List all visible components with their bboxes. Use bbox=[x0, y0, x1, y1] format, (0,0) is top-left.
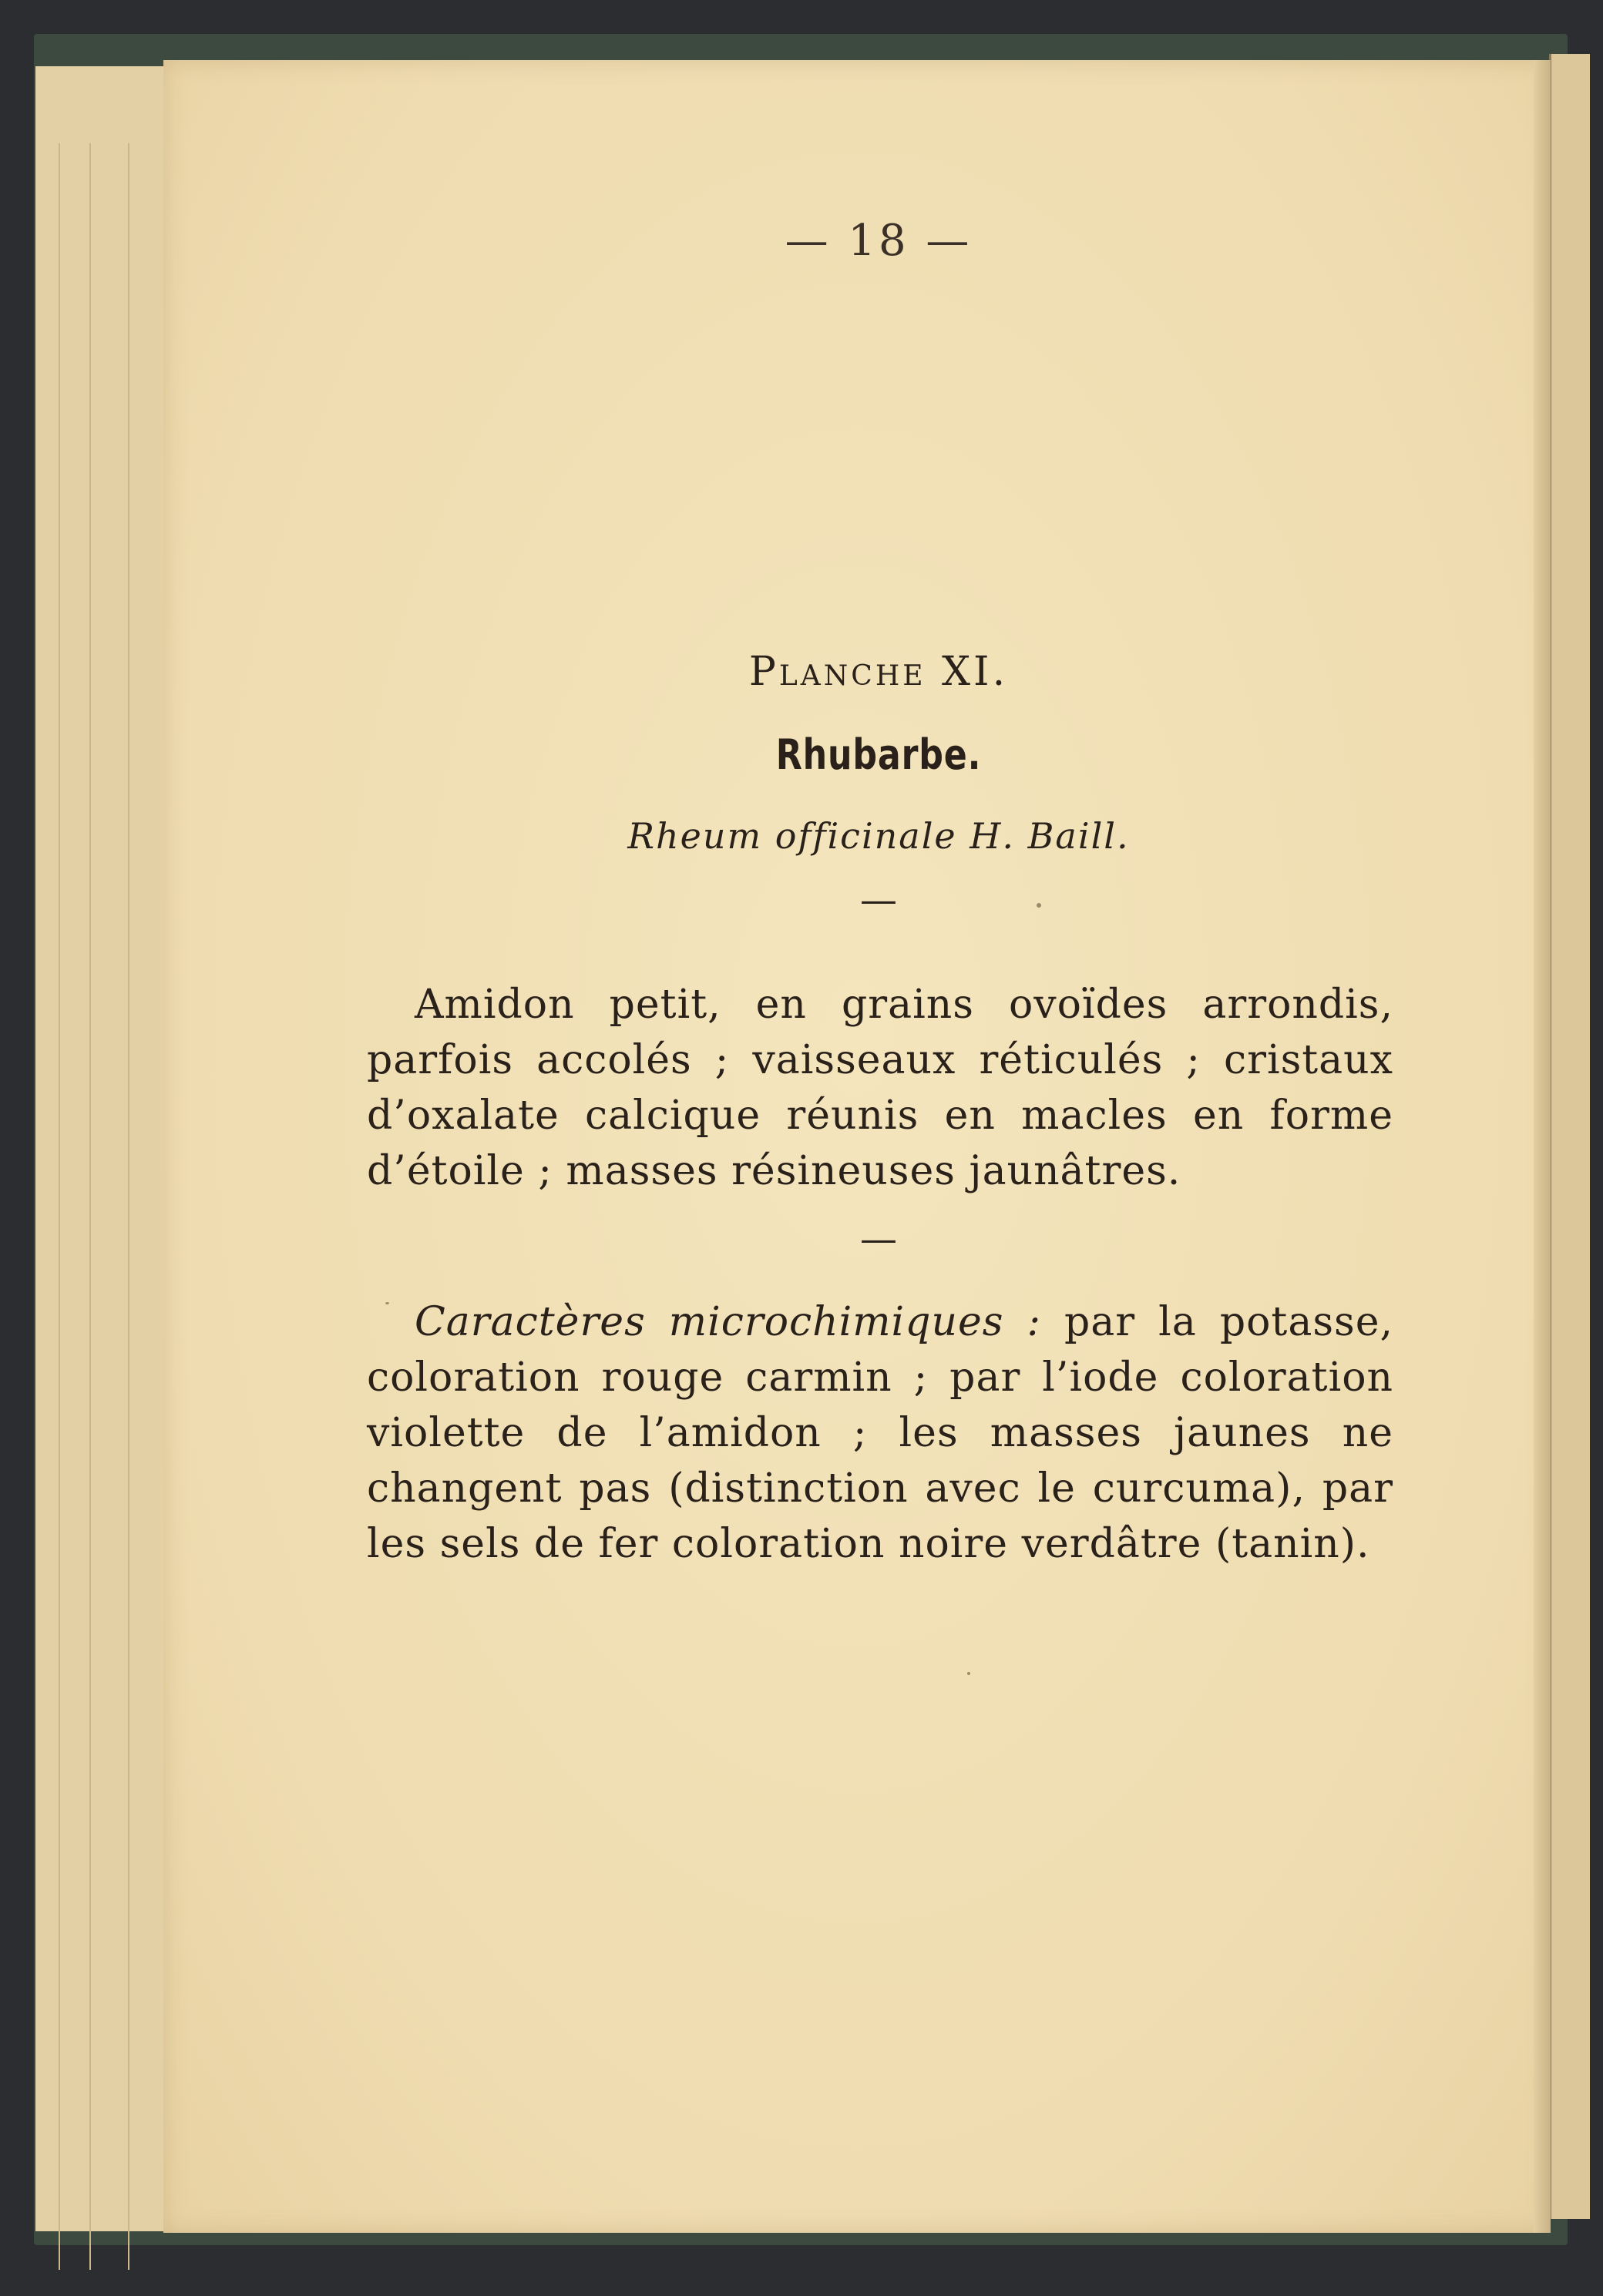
microchemical-label: Caractères microchimiques : bbox=[415, 1299, 1041, 1345]
paper-speck bbox=[1037, 903, 1041, 908]
right-page-stack bbox=[1549, 54, 1590, 2219]
page-title: Rhubarbe. bbox=[775, 730, 982, 779]
microchemical-text: par la potasse, coloration rouge carmin ; par l’iode coloration violette de l’amidon ; les masses jaunes ne changent pas (distinction avec le curcuma), par les sels de fer coloration noire verdâtre (tanin). bbox=[367, 1299, 1393, 1567]
description-paragraph: Amidon petit, en grains ovoïdes arrondis, parfois accolés ; vaisseaux réticulés ; cristaux d’oxalate calcique réunis en macles en forme d’étoile ; masses résineuses jaunâtres. bbox=[367, 982, 1393, 1194]
left-page-stack bbox=[35, 66, 168, 2231]
separator: — bbox=[860, 1217, 897, 1260]
page-gutter bbox=[1534, 60, 1551, 2233]
plate-heading: Planche XI. bbox=[748, 649, 1009, 695]
page-edge-line bbox=[89, 143, 91, 2270]
separator: — bbox=[860, 878, 897, 921]
page-edge-line bbox=[59, 143, 60, 2270]
page-number: — 18 — bbox=[785, 216, 973, 266]
latin-name: Rheum officinale H. Baill. bbox=[627, 815, 1130, 857]
paper-speck bbox=[967, 1672, 970, 1675]
microchemical-paragraph bbox=[367, 1294, 1393, 1572]
page-edge-line bbox=[128, 143, 129, 2270]
paper-speck bbox=[385, 1302, 389, 1304]
